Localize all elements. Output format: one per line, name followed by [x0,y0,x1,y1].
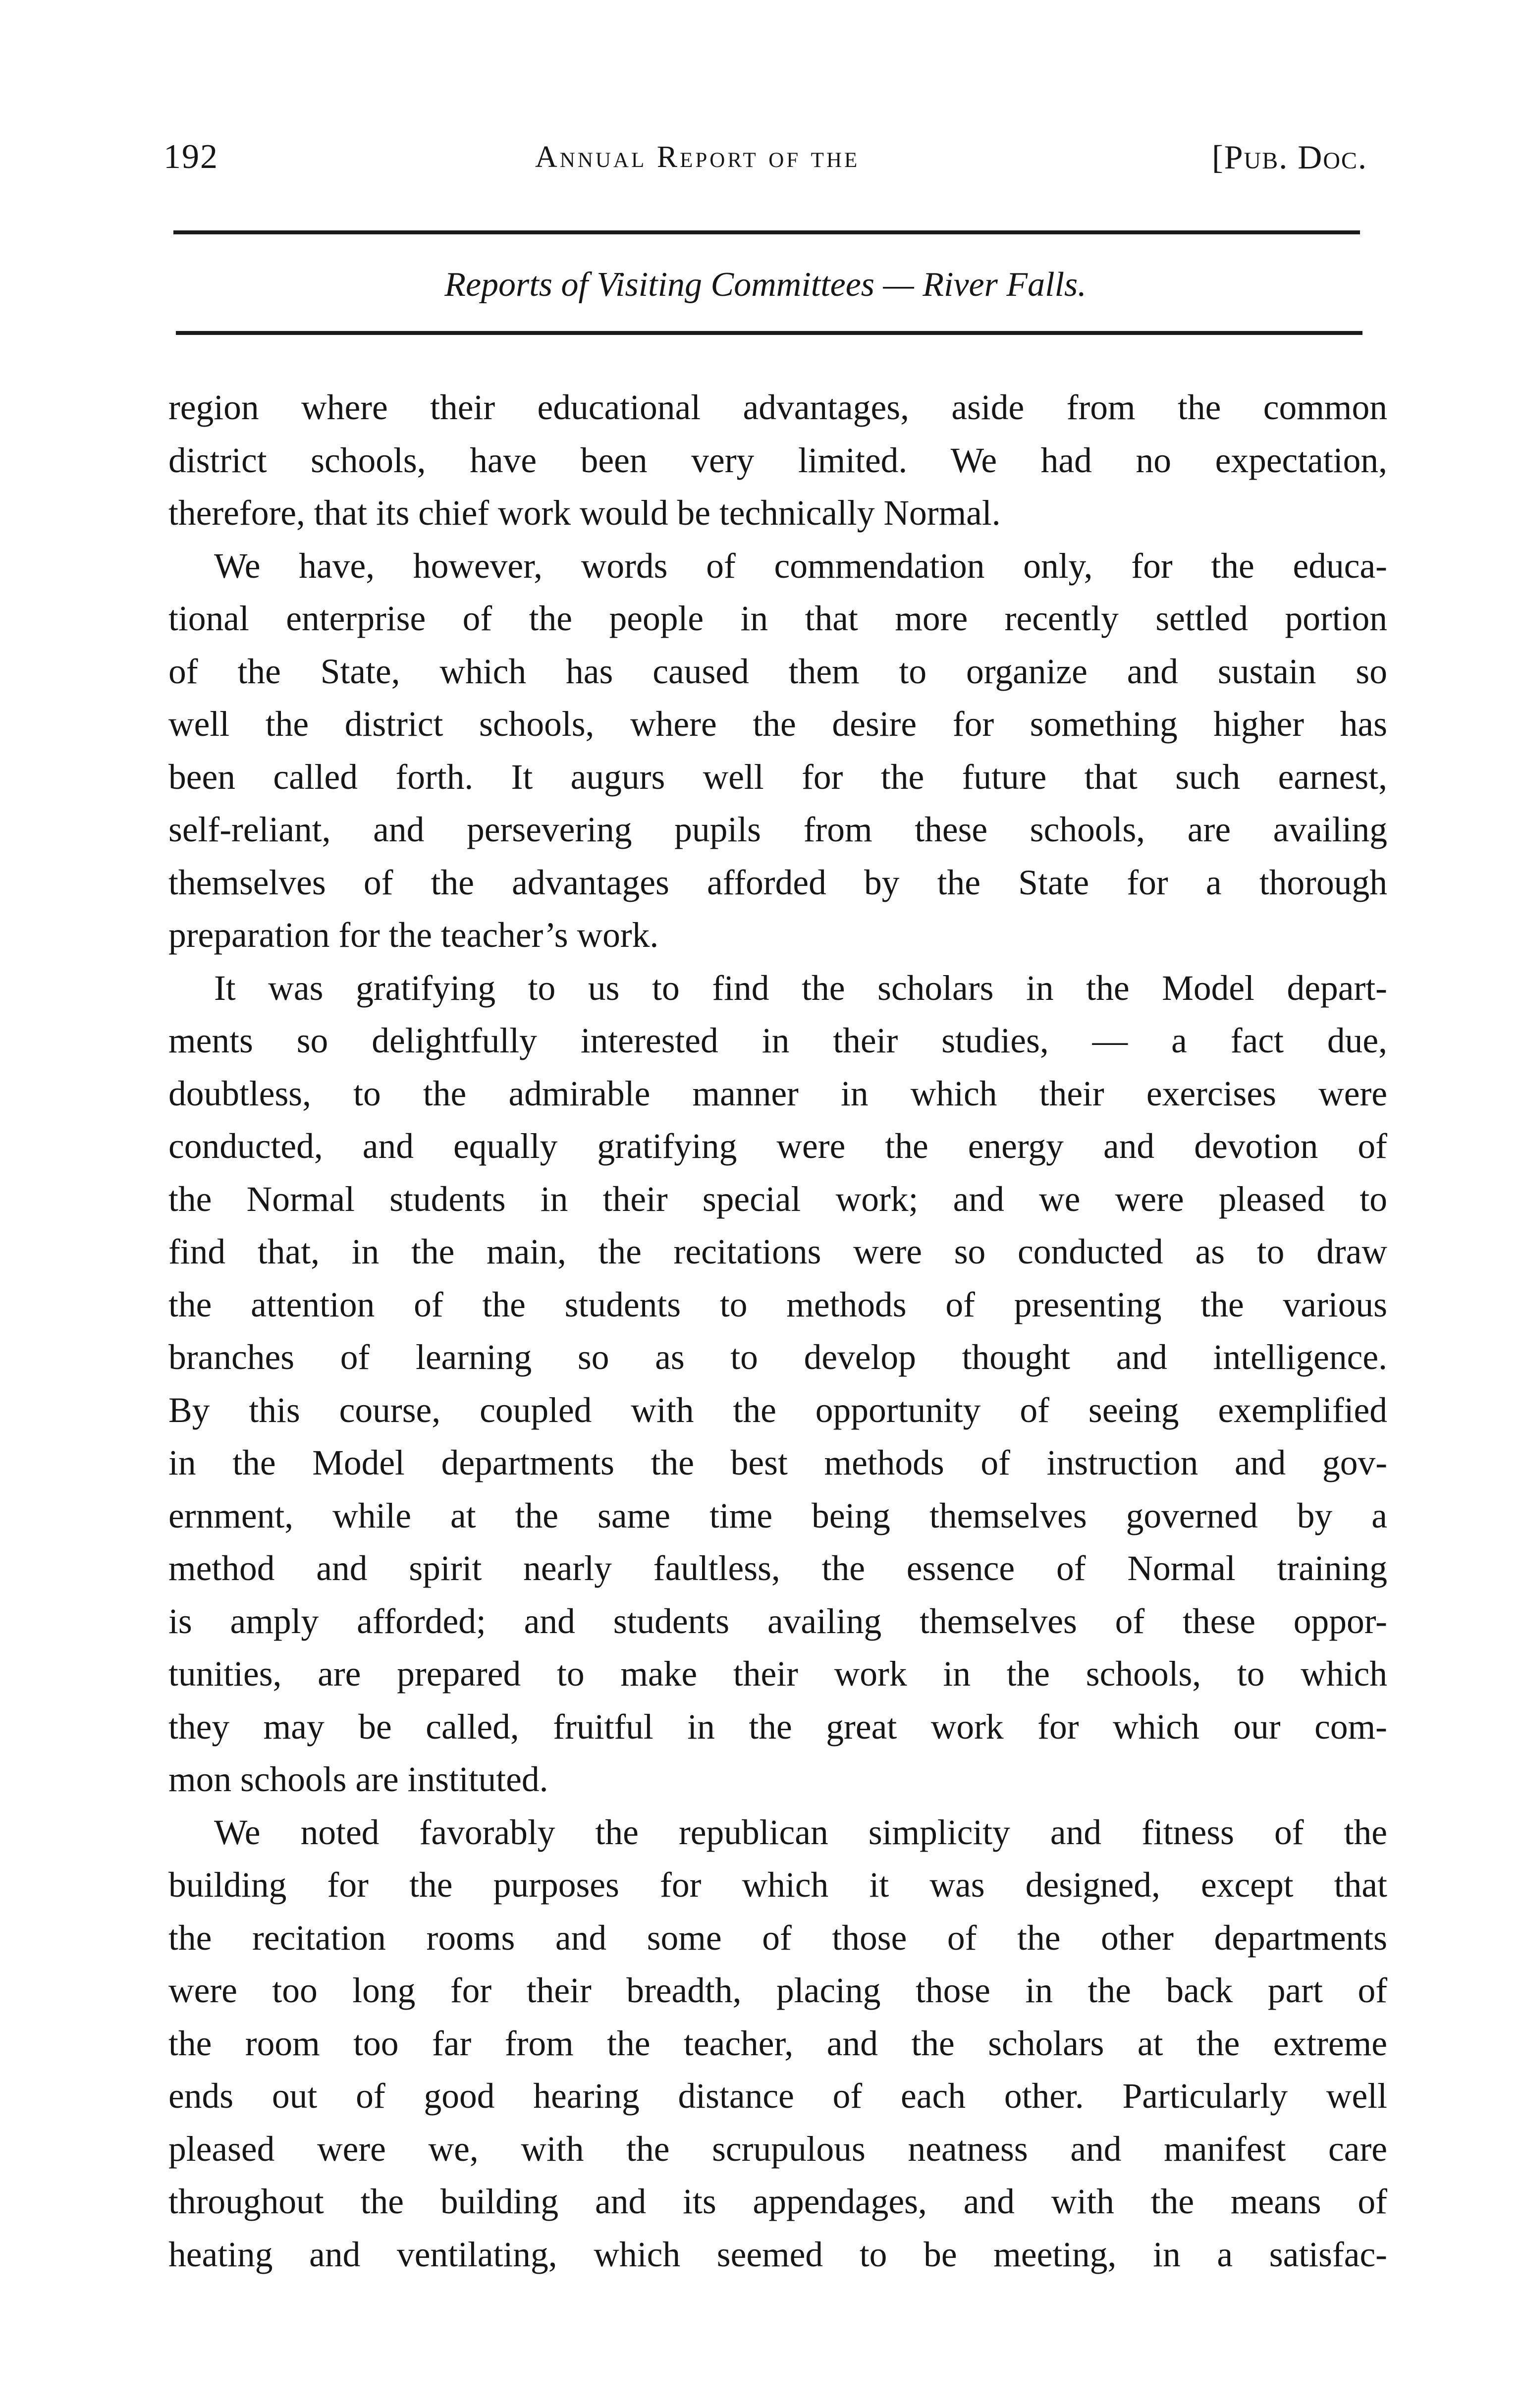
text-line: of the State, which has caused them to organize and sustain so [168,652,1387,691]
text-line: self-reliant, and persevering pupils from these schools, are availing [168,810,1387,849]
text-line: the recitation rooms and some of those of the other departments [168,1918,1387,1958]
text-line: By this course, coupled with the opportunity of seeing exemplified [168,1390,1387,1430]
text-line: heating and ventilating, which seemed to be meeting, in a satisfac- [168,2235,1387,2274]
body-text [168,382,1387,2281]
text-line: they may be called, fruitful in the great work for which our com- [168,1707,1387,1747]
text-line: ernment, while at the same time being themselves governed by a [168,1496,1387,1535]
text-line: throughout the building and its appendages, and with the means of [168,2182,1387,2221]
text-line: well the district schools, where the desire for something higher has [168,705,1387,744]
header-rule-bottom [176,331,1362,335]
text-line: pleased were we, with the scrupulous neatness and manifest care [168,2129,1387,2169]
text-line: themselves of the advantages afforded by the State for a thorough [168,863,1387,902]
paragraph-first-line: It was gratifying to us to find the scholars in the Model depart- [214,968,1387,1008]
text-line: the room too far from the teacher, and the scholars at the extreme [168,2024,1387,2063]
text-line: doubtless, to the admirable manner in which their exercises were [168,1074,1387,1113]
text-line: tunities, are prepared to make their work in the schools, to which [168,1654,1387,1694]
text-line: district schools, have been very limited. We had no expectation, [168,440,1387,480]
text-line: find that, in the main, the recitations were so conducted as to draw [168,1232,1387,1271]
running-header [163,135,1367,179]
paragraph-first-line: We noted favorably the republican simplicity and fitness of the [214,1812,1387,1852]
text-line: ends out of good hearing distance of each other. Particularly well [168,2077,1387,2116]
text-line: in the Model departments the best methods of instruction and gov- [168,1443,1387,1482]
text-line: is amply afforded; and students availing themselves of these oppor- [168,1601,1387,1641]
text-line: branches of learning so as to develop thought and intelligence. [168,1338,1387,1377]
text-line: been called forth. It augurs well for the future that such earnest, [168,757,1387,797]
paragraph-first-line: We have, however, words of commendation only, for the educa- [214,546,1387,586]
page-number: 192 [163,138,218,176]
text-line: region where their educational advantages, aside from the common [168,388,1387,427]
text-line: conducted, and equally gratifying were the energy and devotion of [168,1127,1387,1166]
section-title: Reports of Visiting Committees — River Falls. [444,266,1087,304]
text-line: preparation for the teacher’s work. [168,916,659,955]
text-line: mon schools are instituted. [168,1760,548,1799]
header-rule-top [173,230,1360,234]
document-reference: [Pub. Doc. [1212,138,1367,176]
text-line: the Normal students in their special work; and we were pleased to [168,1179,1387,1219]
text-line: method and spirit nearly faultless, the essence of Normal training [168,1549,1387,1588]
text-line: building for the purposes for which it was designed, except that [168,1865,1387,1905]
text-line: therefore, that its chief work would be technically Normal. [168,493,1001,533]
running-title: Annual Report of the [535,140,860,174]
text-line: were too long for their breadth, placing those in the back part of [168,1971,1387,2010]
text-line: tional enterprise of the people in that more recently settled portion [168,599,1387,638]
text-line: the attention of the students to methods of presenting the various [168,1285,1387,1324]
text-line: ments so delightfully interested in their studies, — a fact due, [168,1021,1387,1060]
